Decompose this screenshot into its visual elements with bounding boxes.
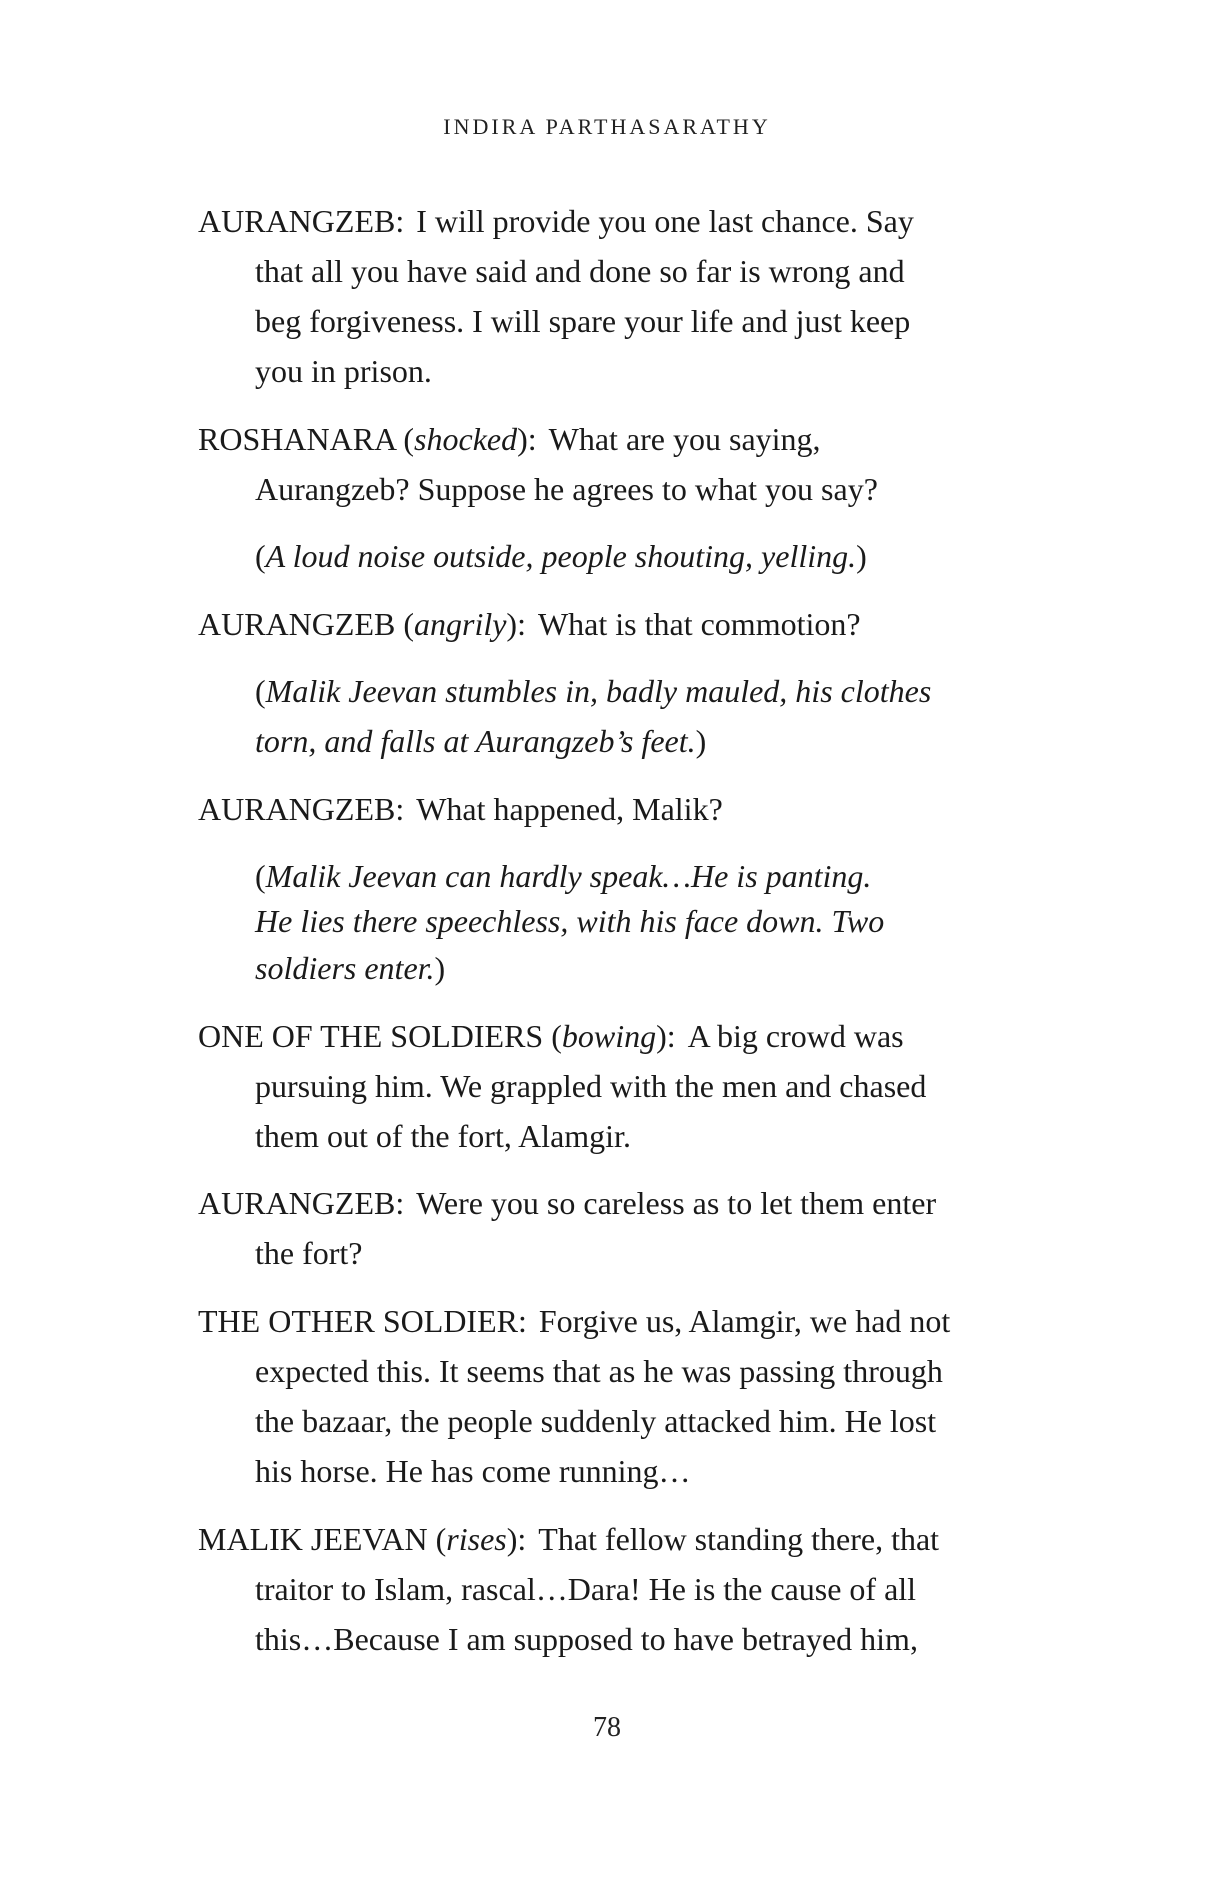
speech-line: ONE OF THE SOLDIERS (bowing): A big crowd was <box>198 1018 904 1054</box>
dialogue-text: What happened, Malik? <box>416 791 723 827</box>
stage-direction: angrily <box>413 606 507 642</box>
speaker-name: ONE OF THE SOLDIERS <box>198 1018 544 1054</box>
dialogue-text: his horse. He has come running… <box>255 1453 691 1489</box>
speaker-name: THE OTHER SOLDIER: <box>198 1303 527 1339</box>
dialogue-text: the fort? <box>255 1235 363 1271</box>
dialogue-text: you in prison. <box>255 353 432 389</box>
speech-line <box>198 1305 950 1337</box>
dialogue-text: Were you so careless as to let them enter <box>416 1185 937 1221</box>
stage-direction: shocked <box>414 421 518 457</box>
stage-direction: He lies there speechless, with his face down. Two <box>255 903 885 939</box>
dialogue-text: What is that commotion? <box>537 606 861 642</box>
speaker-name: AURANGZEB: <box>198 203 405 239</box>
dialogue-text: That fellow standing there, that <box>538 1521 940 1557</box>
stage-direction: (Malik Jeevan stumbles in, badly mauled, his clothes <box>255 673 932 709</box>
speech-line: AURANGZEB (angrily): What is that commotion? <box>198 606 861 642</box>
speaker-name: AURANGZEB: <box>198 791 405 827</box>
dialogue-text: them out of the fort, Alamgir. <box>255 1118 631 1154</box>
speech-line: ROSHANARA (shocked): What are you saying, <box>198 421 821 457</box>
speech-line <box>198 205 914 237</box>
dialogue-text: expected this. It seems that as he was passing through <box>255 1353 943 1389</box>
speech-line: MALIK JEEVAN (rises): That fellow standing there, that <box>198 1521 940 1557</box>
dialogue-text: Aurangzeb? Suppose he agrees to what you say? <box>255 471 878 507</box>
speaker-name: MALIK JEEVAN <box>198 1521 428 1557</box>
dialogue-text: I will provide you one last chance. Say <box>416 203 914 239</box>
stage-direction: (Malik Jeevan can hardly speak…He is panting. <box>255 858 872 894</box>
dialogue-text: pursuing him. We grappled with the men and chased <box>255 1068 927 1104</box>
dialogue-text: this…Because I am supposed to have betrayed him, <box>255 1621 918 1657</box>
speech-line <box>198 793 723 825</box>
dialogue-text: that all you have said and done so far is wrong and <box>255 253 905 289</box>
page-number: 78 <box>593 1712 621 1743</box>
dialogue-text: A big crowd was <box>687 1018 904 1054</box>
running-head: INDIRA PARTHASARATHY <box>443 114 771 139</box>
dialogue-text: the bazaar, the people suddenly attacked him. He lost <box>255 1403 937 1439</box>
speech-line <box>198 1187 936 1219</box>
speaker-name: AURANGZEB: <box>198 1185 405 1221</box>
stage-direction: rises <box>446 1521 507 1557</box>
stage-direction: bowing <box>561 1018 657 1054</box>
stage-direction: soldiers enter.) <box>255 950 446 986</box>
dialogue-text: Forgive us, Alamgir, we had not <box>538 1303 951 1339</box>
dialogue-text: beg forgiveness. I will spare your life and just keep <box>255 303 911 339</box>
speaker-name: AURANGZEB <box>198 606 396 642</box>
stage-direction: torn, and falls at Aurangzeb’s feet.) <box>255 723 707 759</box>
stage-direction: (A loud noise outside, people shouting, yelling.) <box>255 538 867 574</box>
dialogue-text: What are you saying, <box>548 421 821 457</box>
speaker-name: ROSHANARA <box>198 421 396 457</box>
dialogue-text: traitor to Islam, rascal…Dara! He is the cause of all <box>255 1571 917 1607</box>
